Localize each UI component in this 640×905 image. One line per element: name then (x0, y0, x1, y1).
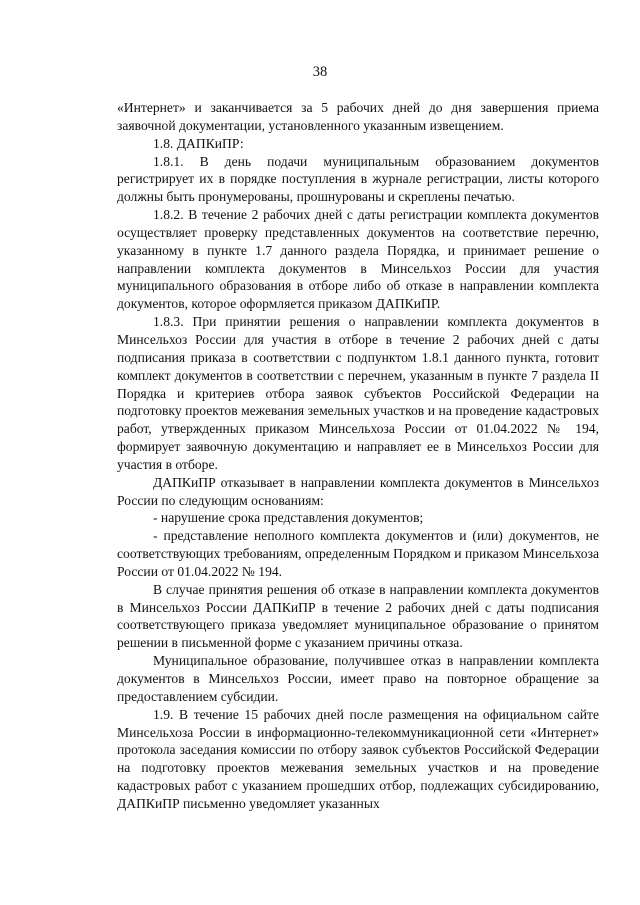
paragraph-continuation: «Интернет» и заканчивается за 5 рабочих дней до дня завершения приема заявочной документации, установленного указанным извещением. (117, 100, 599, 133)
document-body (117, 99, 599, 813)
list-item-deadline-violation: - нарушение срока представления документов; (153, 510, 424, 526)
paragraph-section-1-8: 1.8. ДАПКиПР: (153, 135, 244, 151)
page-number: 38 (312, 64, 328, 80)
paragraph-refusal-notice: В случае принятия решения об отказе в направлении комплекта документов в Минсельхоз России ДАПКиПР в течение 2 рабочих дней с даты подписания соответствующего приказа уведомляет муниципальное образование о принятом решении в письменной форме с указанием причины отказа. (117, 581, 599, 651)
paragraph-1-8-2: 1.8.2. В течение 2 рабочих дней с даты регистрации комплекта документов осуществляет проверку представленных документов на соответствие перечню, указанному в пункте 1.7 данного раздела Порядка, и принимает решение о направлении комплекта документов в Минсельхоз России для участия муниципального образования в отборе либо об отказе в направлении комплекта документов, которое оформляется приказом ДАПКиПР. (117, 207, 599, 312)
list-item-incomplete-documents: - представление неполного комплекта документов и (или) документов, не соответствующих требованиям, определенным Порядком и приказом Минсельхоза России от 01.04.2022 № 194. (117, 528, 599, 579)
paragraph-1-8-1: 1.8.1. В день подачи муниципальным образованием документов регистрирует их в порядке поступления в журнале регистрации, листы которого должны быть пронумерованы, прошнурованы и скреплены печатью. (117, 153, 599, 205)
paragraph-refusal-grounds: ДАПКиПР отказывает в направлении комплекта документов в Минсельхоз России по следующим основаниям: (117, 474, 599, 508)
paragraph-1-8-3: 1.8.3. При принятии решения о направлении комплекта документов в Минсельхоз России для участия в отборе в течение 2 рабочих дней с даты подписания приказа в соответствии с подпунктом 1.8.1 данного пункта, готовит комплект документов в соответствии с перечнем, указанным в пункте 7 раздела II Порядка и критериев отбора заявок субъектов Российской Федерации на подготовку проектов межевания земельных участков и на проведение кадастровых работ, утвержденных приказом Минсельхоза России от 01.04.2022 № 194, формирует заявочную документацию и направляет ее в Минсельхоз России для участия в отборе. (117, 314, 599, 472)
paragraph-1-9: 1.9. В течение 15 рабочих дней после размещения на официальном сайте Минсельхоза России в информационно-телекоммуникационной сети «Интернет» протокола заседания комиссии по отбору заявок субъектов Российской Федерации на подготовку проектов межевания земельных участков и на проведение кадастровых работ с указанием прошедших отбор, подлежащих субсидированию, ДАПКиПР письменно уведомляет указанных (117, 706, 599, 811)
paragraph-reapplication-right: Муниципальное образование, получившее отказ в направлении комплекта документов в Минсельхоз России, имеет право на повторное обращение за предоставлением субсидии. (117, 653, 599, 704)
